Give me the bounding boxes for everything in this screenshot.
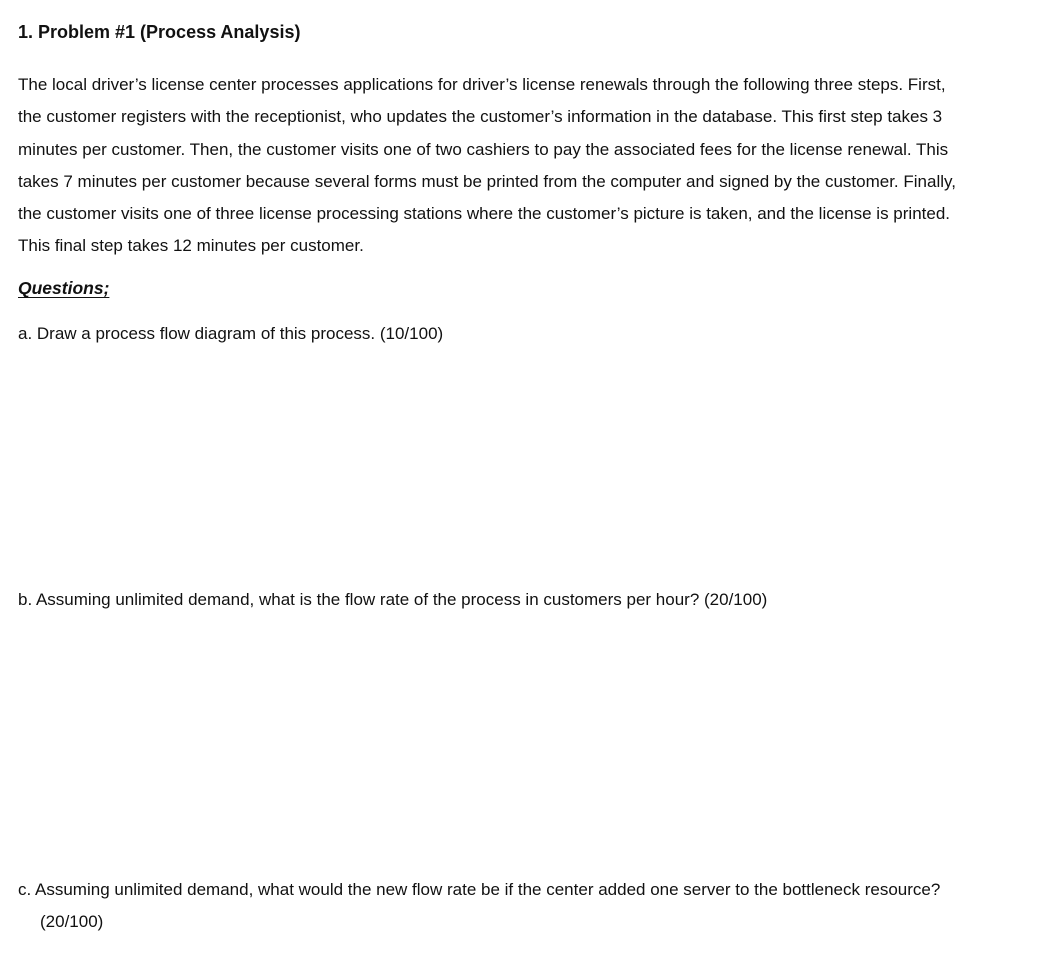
question-b: b. Assuming unlimited demand, what is the flow rate of the process in customers per hour? (20/100) xyxy=(18,590,768,609)
questions-heading: Questions; xyxy=(18,278,110,298)
question-c-line: c. Assuming unlimited demand, what would the new flow rate be if the center added one server to the bottleneck resource? xyxy=(18,880,941,899)
problem-description-line: The local driver’s license center processes applications for driver’s license renewals through the following three steps. First, xyxy=(18,75,946,94)
problem-description-line: the customer registers with the receptionist, who updates the customer’s information in the database. This first step takes 3 xyxy=(18,107,943,127)
problem-description-line: minutes per customer. Then, the customer visits one of two cashiers to pay the associated fees for the license renewal. This xyxy=(18,139,949,159)
question-c xyxy=(18,874,940,938)
problem-description-line: This final step takes 12 minutes per customer. xyxy=(18,236,364,256)
question-c-points: (20/100) xyxy=(40,912,104,931)
problem-title: 1. Problem #1 (Process Analysis) xyxy=(18,22,301,42)
problem-description-line: the customer visits one of three license processing stations where the customer’s picture is taken, and the license is printed. xyxy=(18,204,951,224)
problem-description xyxy=(18,69,1044,263)
problem-description-line: takes 7 minutes per customer because several forms must be printed from the computer and signed by the customer. Finally, xyxy=(18,171,956,191)
question-a: a. Draw a process flow diagram of this process. (10/100) xyxy=(18,324,444,343)
